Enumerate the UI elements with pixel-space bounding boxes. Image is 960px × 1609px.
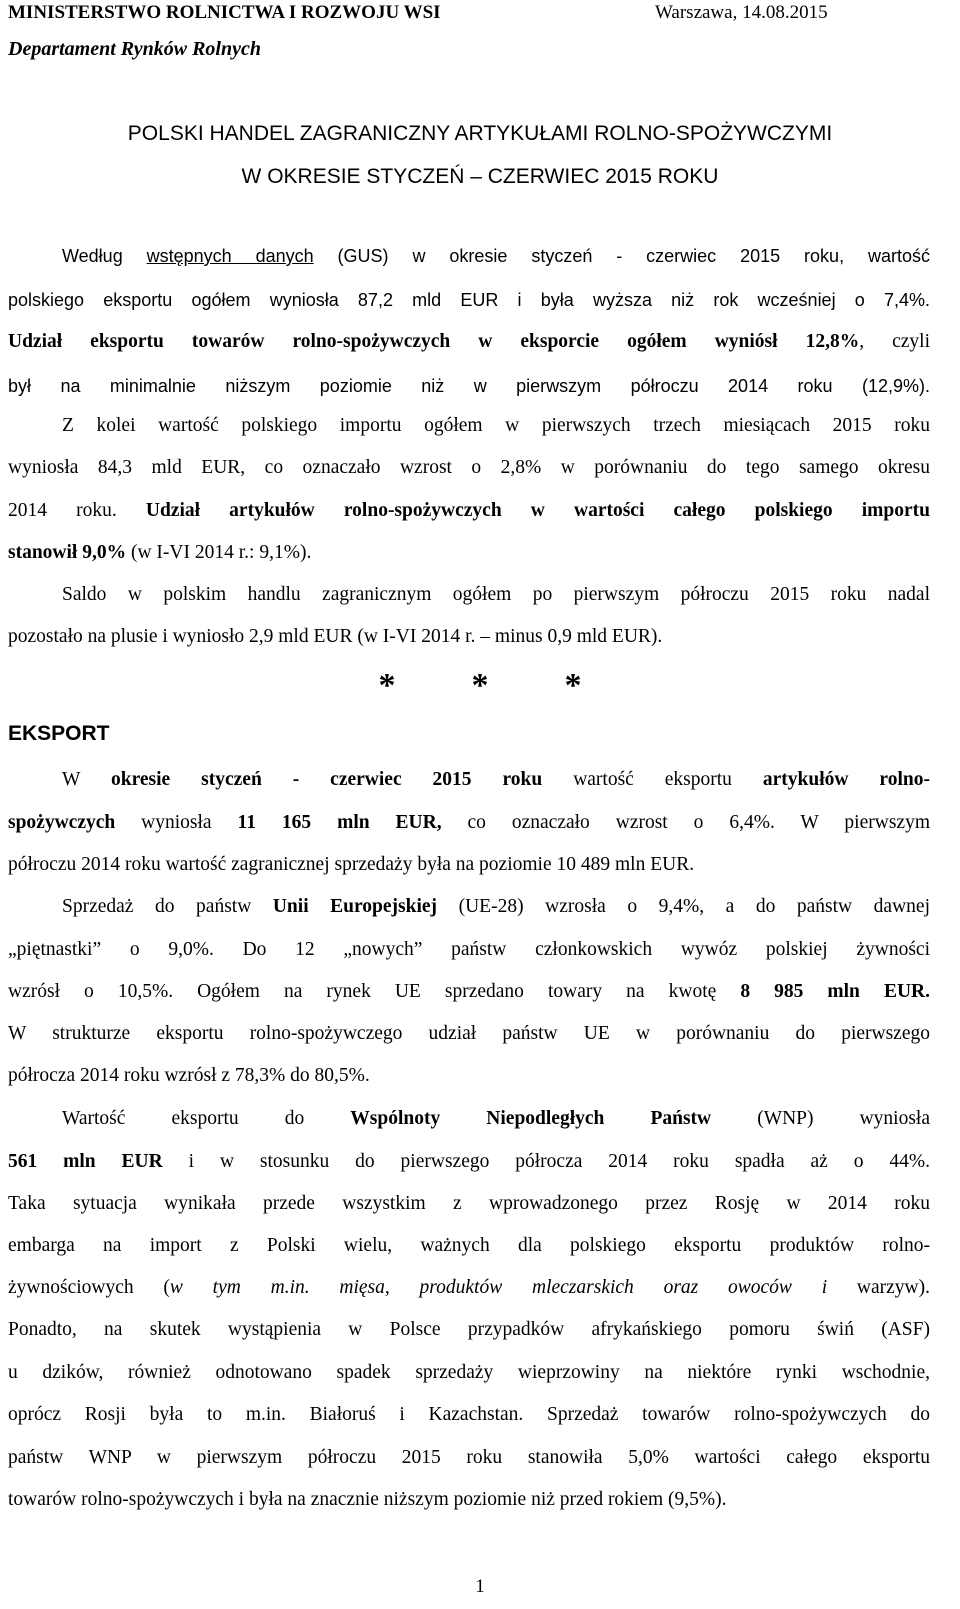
export-line: żywnościowych (w tym m.in. mięsa, produktów mleczarskich oraz owoców i warzyw). <box>8 1277 930 1298</box>
intro-line: Saldo w polskim handlu zagranicznym ogółem po pierwszym półroczu 2015 roku nadal <box>62 584 930 605</box>
export-line: „piętnastki” o 9,0%. Do 12 „nowych” państw członkowskich wywóz polskiej żywności <box>8 939 930 960</box>
export-line: Wartość eksportu do Wspólnoty Niepodległych Państw (WNP) wyniosła <box>62 1108 930 1129</box>
document-title-line-2: W OKRESIE STYCZEŃ – CZERWIEC 2015 ROKU <box>241 165 719 188</box>
export-line: towarów rolno-spożywczych i była na znacznie niższym poziomie niż przed rokiem (9,5%). <box>8 1489 727 1510</box>
export-line: państw WNP w pierwszym półroczu 2015 roku stanowiła 5,0% wartości całego eksportu <box>8 1447 930 1468</box>
intro-line: stanowił 9,0% (w I-VI 2014 r.: 9,1%). <box>8 542 312 563</box>
place-date: Warszawa, 14.08.2015 <box>655 2 828 23</box>
intro-line: 2014 roku. Udział artykułów rolno-spożywczych w wartości całego polskiego importu <box>8 500 930 521</box>
department-name: Departament Rynków Rolnych <box>8 38 261 60</box>
intro-line: wyniosła 84,3 mld EUR, co oznaczało wzrost o 2,8% w porównaniu do tego samego okresu <box>8 457 930 478</box>
intro-line: Udział eksportu towarów rolno-spożywczych w eksporcie ogółem wyniósł 12,8%, czyli <box>8 331 930 352</box>
export-line: embarga na import z Polski wielu, ważnych dla polskiego eksportu produktów rolno- <box>8 1235 930 1256</box>
document-title-line-1: POLSKI HANDEL ZAGRANICZNY ARTYKUŁAMI ROLNO-SPOŻYWCZYMI <box>127 122 833 145</box>
intro-line: Według wstępnych danych (GUS) w okresie styczeń - czerwiec 2015 roku, wartość <box>62 246 930 266</box>
export-line: Sprzedaż do państw Unii Europejskiej (UE-28) wzrosła o 9,4%, a do państw dawnej <box>62 896 930 917</box>
underlined-phrase: wstępnych danych <box>146 246 314 266</box>
page-number: 1 <box>475 1576 485 1597</box>
intro-line: Z kolei wartość polskiego importu ogółem w pierwszych trzech miesiącach 2015 roku <box>62 415 930 436</box>
ministry-name: MINISTERSTWO ROLNICTWA I ROZWOJU WSI <box>8 2 441 23</box>
export-line: u dzików, również odnotowano spadek sprzedaży wieprzowiny na niektóre rynki wschodnie, <box>8 1362 930 1383</box>
export-line: 561 mln EUR i w stosunku do pierwszego półrocza 2014 roku spadła aż o 44%. <box>8 1151 930 1172</box>
export-line: półrocza 2014 roku wzrósł z 78,3% do 80,5%. <box>8 1065 370 1086</box>
section-heading-export: EKSPORT <box>8 722 110 745</box>
section-separator: * * * <box>378 667 582 704</box>
intro-line: był na minimalnie niższym poziomie niż w pierwszym półroczu 2014 roku (12,9%). <box>8 376 930 396</box>
intro-line: polskiego eksportu ogółem wyniosła 87,2 mld EUR i była wyższa niż rok wcześniej o 7,4%. <box>8 290 930 310</box>
export-line: W strukturze eksportu rolno-spożywczego udział państw UE w porównaniu do pierwszego <box>8 1023 930 1044</box>
export-line: półroczu 2014 roku wartość zagranicznej sprzedaży była na poziomie 10 489 mln EUR. <box>8 854 695 875</box>
intro-line: pozostało na plusie i wyniosło 2,9 mld EUR (w I-VI 2014 r. – minus 0,9 mld EUR). <box>8 626 663 647</box>
export-line: Ponadto, na skutek wystąpienia w Polsce przypadków afrykańskiego pomoru świń (ASF) <box>8 1319 930 1340</box>
export-line: W okresie styczeń - czerwiec 2015 roku wartość eksportu artykułów rolno- <box>62 769 930 790</box>
export-line: Taka sytuacja wynikała przede wszystkim z wprowadzonego przez Rosję w 2014 roku <box>8 1193 930 1214</box>
export-line: spożywczych wyniosła 11 165 mln EUR, co oznaczało wzrost o 6,4%. W pierwszym <box>8 812 930 833</box>
export-line: wzrósł o 10,5%. Ogółem na rynek UE sprzedano towary na kwotę 8 985 mln EUR. <box>8 981 930 1002</box>
export-line: oprócz Rosji była to m.in. Białoruś i Kazachstan. Sprzedaż towarów rolno-spożywczych do <box>8 1404 930 1425</box>
